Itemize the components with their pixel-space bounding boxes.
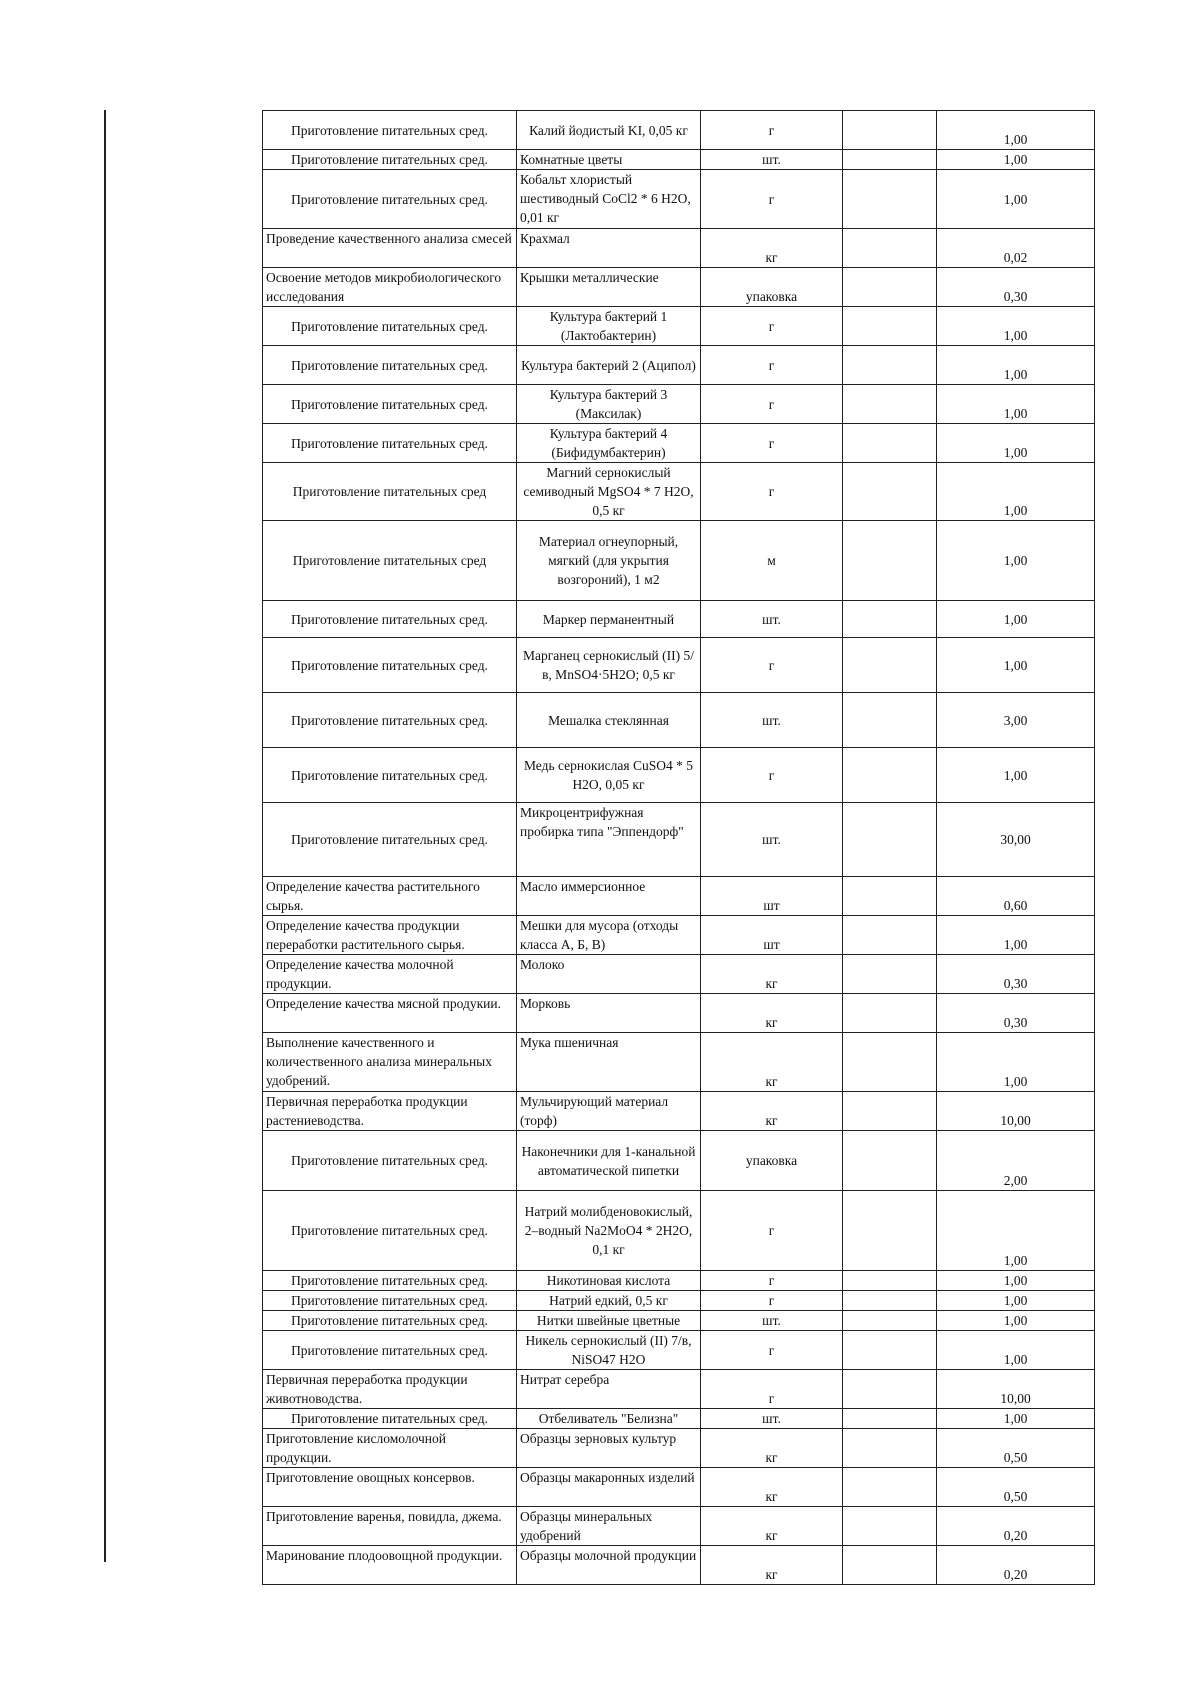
empty-cell: [843, 1429, 937, 1468]
material-cell: Образцы зерновых культур: [517, 1429, 701, 1468]
table-row: [263, 955, 1095, 994]
unit-cell: кг: [701, 955, 843, 994]
unit-cell: г: [701, 385, 843, 424]
quantity-cell: 1,00: [937, 170, 1095, 229]
empty-cell: [843, 916, 937, 955]
empty-cell: [843, 521, 937, 601]
quantity-cell: 0,50: [937, 1468, 1095, 1507]
material-cell: Образцы минеральных удобрений: [517, 1507, 701, 1546]
quantity-cell: 0,20: [937, 1546, 1095, 1585]
material-cell: Медь сернокислая CuSO4 * 5 H2O, 0,05 кг: [517, 748, 701, 803]
table-row: [263, 1311, 1095, 1331]
empty-cell: [843, 111, 937, 150]
activity-cell: Приготовление питательных сред.: [263, 638, 517, 693]
table-row: [263, 150, 1095, 170]
table-row: [263, 916, 1095, 955]
table-row: [263, 346, 1095, 385]
quantity-cell: 1,00: [937, 1291, 1095, 1311]
activity-cell: Приготовление питательных сред: [263, 463, 517, 521]
material-cell: Культура бактерий 1 (Лактобактерин): [517, 307, 701, 346]
empty-cell: [843, 463, 937, 521]
unit-cell: кг: [701, 1468, 843, 1507]
table-row: [263, 307, 1095, 346]
material-cell: Крахмал: [517, 229, 701, 268]
empty-cell: [843, 1033, 937, 1092]
quantity-cell: 2,00: [937, 1131, 1095, 1191]
empty-cell: [843, 1092, 937, 1131]
unit-cell: шт: [701, 916, 843, 955]
empty-cell: [843, 1331, 937, 1370]
activity-cell: Приготовление овощных консервов.: [263, 1468, 517, 1507]
unit-cell: шт.: [701, 1311, 843, 1331]
activity-cell: Приготовление питательных сред.: [263, 385, 517, 424]
material-cell: Морковь: [517, 994, 701, 1033]
empty-cell: [843, 170, 937, 229]
material-cell: Никель сернокислый (II) 7/в, NiSO47 H2O: [517, 1331, 701, 1370]
unit-cell: г: [701, 170, 843, 229]
material-cell: Образцы молочной продукции: [517, 1546, 701, 1585]
empty-cell: [843, 994, 937, 1033]
activity-cell: Приготовление питательных сред.: [263, 111, 517, 150]
unit-cell: шт.: [701, 1409, 843, 1429]
table-row: [263, 521, 1095, 601]
empty-cell: [843, 1507, 937, 1546]
quantity-cell: 1,00: [937, 1033, 1095, 1092]
materials-table: [262, 110, 1095, 1585]
activity-cell: Приготовление питательных сред.: [263, 1191, 517, 1271]
activity-cell: Приготовление питательных сред.: [263, 803, 517, 877]
unit-cell: кг: [701, 1429, 843, 1468]
unit-cell: г: [701, 748, 843, 803]
table-row: [263, 1191, 1095, 1271]
quantity-cell: 1,00: [937, 150, 1095, 170]
material-cell: Марганец сернокислый (II) 5/в, MnSO4·5H2O; 0,5 кг: [517, 638, 701, 693]
unit-cell: кг: [701, 1507, 843, 1546]
table-row: [263, 385, 1095, 424]
quantity-cell: 1,00: [937, 307, 1095, 346]
empty-cell: [843, 803, 937, 877]
activity-cell: Приготовление кисломолочной продукции.: [263, 1429, 517, 1468]
quantity-cell: 30,00: [937, 803, 1095, 877]
quantity-cell: 1,00: [937, 424, 1095, 463]
material-cell: Микроцентрифужная пробирка типа "Эппендорф": [517, 803, 701, 877]
quantity-cell: 0,20: [937, 1507, 1095, 1546]
activity-cell: Маринование плодоовощной продукции.: [263, 1546, 517, 1585]
quantity-cell: 1,00: [937, 1331, 1095, 1370]
table-row: [263, 1409, 1095, 1429]
quantity-cell: 3,00: [937, 693, 1095, 748]
empty-cell: [843, 955, 937, 994]
quantity-cell: 1,00: [937, 521, 1095, 601]
empty-cell: [843, 1546, 937, 1585]
unit-cell: упаковка: [701, 1131, 843, 1191]
unit-cell: г: [701, 1191, 843, 1271]
unit-cell: кг: [701, 1546, 843, 1585]
empty-cell: [843, 638, 937, 693]
unit-cell: шт: [701, 877, 843, 916]
table-row: [263, 601, 1095, 638]
table-row: [263, 1507, 1095, 1546]
unit-cell: кг: [701, 994, 843, 1033]
empty-cell: [843, 748, 937, 803]
unit-cell: шт.: [701, 601, 843, 638]
material-cell: Кобальт хлористый шестиводный CoCl2 * 6 H2O, 0,01 кг: [517, 170, 701, 229]
material-cell: Материал огнеупорный, мягкий (для укрытия возгороний), 1 м2: [517, 521, 701, 601]
unit-cell: м: [701, 521, 843, 601]
unit-cell: г: [701, 1271, 843, 1291]
activity-cell: Определение качества продукции переработки растительного сырья.: [263, 916, 517, 955]
material-cell: Калий йодистый KI, 0,05 кг: [517, 111, 701, 150]
unit-cell: упаковка: [701, 268, 843, 307]
activity-cell: Определение качества мясной продукии.: [263, 994, 517, 1033]
material-cell: Натрий едкий, 0,5 кг: [517, 1291, 701, 1311]
empty-cell: [843, 693, 937, 748]
quantity-cell: 1,00: [937, 1311, 1095, 1331]
unit-cell: г: [701, 307, 843, 346]
quantity-cell: 1,00: [937, 1271, 1095, 1291]
quantity-cell: 0,30: [937, 955, 1095, 994]
activity-cell: Приготовление питательных сред.: [263, 307, 517, 346]
activity-cell: Приготовление питательных сред.: [263, 748, 517, 803]
quantity-cell: 1,00: [937, 601, 1095, 638]
empty-cell: [843, 877, 937, 916]
material-cell: Никотиновая кислота: [517, 1271, 701, 1291]
table-row: [263, 1271, 1095, 1291]
table-row: [263, 748, 1095, 803]
materials-table-body: [263, 111, 1095, 1585]
quantity-cell: 1,00: [937, 638, 1095, 693]
activity-cell: Первичная переработка продукции животноводства.: [263, 1370, 517, 1409]
activity-cell: Приготовление питательных сред.: [263, 1331, 517, 1370]
activity-cell: Первичная переработка продукции растениеводства.: [263, 1092, 517, 1131]
activity-cell: Определение качества молочной продукции.: [263, 955, 517, 994]
quantity-cell: 1,00: [937, 111, 1095, 150]
unit-cell: кг: [701, 1092, 843, 1131]
unit-cell: шт.: [701, 150, 843, 170]
material-cell: Крышки металлические: [517, 268, 701, 307]
table-row: [263, 638, 1095, 693]
quantity-cell: 0,50: [937, 1429, 1095, 1468]
material-cell: Нитрат серебра: [517, 1370, 701, 1409]
material-cell: Масло иммерсионное: [517, 877, 701, 916]
material-cell: Мульчирующий материал (торф): [517, 1092, 701, 1131]
empty-cell: [843, 1131, 937, 1191]
unit-cell: г: [701, 1291, 843, 1311]
empty-cell: [843, 268, 937, 307]
activity-cell: Приготовление питательных сред.: [263, 170, 517, 229]
material-cell: Натрий молибденовокислый, 2–водный Na2MoO4 * 2H2O, 0,1 кг: [517, 1191, 701, 1271]
empty-cell: [843, 1191, 937, 1271]
material-cell: Мешки для мусора (отходы класса А, Б, В): [517, 916, 701, 955]
unit-cell: шт.: [701, 803, 843, 877]
quantity-cell: 0,30: [937, 994, 1095, 1033]
empty-cell: [843, 150, 937, 170]
table-row: [263, 803, 1095, 877]
quantity-cell: 1,00: [937, 346, 1095, 385]
empty-cell: [843, 601, 937, 638]
quantity-cell: 0,60: [937, 877, 1095, 916]
quantity-cell: 10,00: [937, 1370, 1095, 1409]
unit-cell: г: [701, 463, 843, 521]
activity-cell: Освоение методов микробиологического исследования: [263, 268, 517, 307]
quantity-cell: 10,00: [937, 1092, 1095, 1131]
table-row: [263, 1291, 1095, 1311]
quantity-cell: 1,00: [937, 385, 1095, 424]
unit-cell: кг: [701, 229, 843, 268]
unit-cell: г: [701, 1370, 843, 1409]
activity-cell: Определение качества растительного сырья.: [263, 877, 517, 916]
table-row: [263, 463, 1095, 521]
empty-cell: [843, 424, 937, 463]
activity-cell: Приготовление питательных сред.: [263, 424, 517, 463]
quantity-cell: 1,00: [937, 748, 1095, 803]
table-row: [263, 1092, 1095, 1131]
activity-cell: Приготовление питательных сред.: [263, 1291, 517, 1311]
material-cell: Магний сернокислый семиводный MgSO4 * 7 H2O, 0,5 кг: [517, 463, 701, 521]
unit-cell: г: [701, 346, 843, 385]
table-row: [263, 170, 1095, 229]
activity-cell: Приготовление варенья, повидла, джема.: [263, 1507, 517, 1546]
activity-cell: Приготовление питательных сред.: [263, 1271, 517, 1291]
empty-cell: [843, 1370, 937, 1409]
quantity-cell: 1,00: [937, 463, 1095, 521]
unit-cell: шт.: [701, 693, 843, 748]
material-cell: Нитки швейные цветные: [517, 1311, 701, 1331]
activity-cell: Приготовление питательных сред.: [263, 1131, 517, 1191]
empty-cell: [843, 1311, 937, 1331]
material-cell: Мука пшеничная: [517, 1033, 701, 1092]
quantity-cell: 0,02: [937, 229, 1095, 268]
unit-cell: г: [701, 1331, 843, 1370]
activity-cell: Приготовление питательных сред.: [263, 150, 517, 170]
table-row: [263, 1033, 1095, 1092]
material-cell: Наконечники для 1-канальной автоматической пипетки: [517, 1131, 701, 1191]
material-cell: Культура бактерий 2 (Аципол): [517, 346, 701, 385]
unit-cell: кг: [701, 1033, 843, 1092]
quantity-cell: 1,00: [937, 1409, 1095, 1429]
empty-cell: [843, 229, 937, 268]
table-row: [263, 1370, 1095, 1409]
unit-cell: г: [701, 111, 843, 150]
quantity-cell: 1,00: [937, 916, 1095, 955]
table-row: [263, 268, 1095, 307]
table-row: [263, 877, 1095, 916]
activity-cell: Приготовление питательных сред.: [263, 601, 517, 638]
material-cell: Культура бактерий 4 (Бифидумбактерин): [517, 424, 701, 463]
material-cell: Комнатные цветы: [517, 150, 701, 170]
table-row: [263, 229, 1095, 268]
empty-cell: [843, 1468, 937, 1507]
material-cell: Маркер перманентный: [517, 601, 701, 638]
empty-cell: [843, 1271, 937, 1291]
activity-cell: Приготовление питательных сред.: [263, 1409, 517, 1429]
empty-cell: [843, 385, 937, 424]
table-row: [263, 111, 1095, 150]
table-row: [263, 1131, 1095, 1191]
material-cell: Образцы макаронных изделий: [517, 1468, 701, 1507]
material-cell: Молоко: [517, 955, 701, 994]
activity-cell: Приготовление питательных сред.: [263, 693, 517, 748]
material-cell: Отбеливатель "Белизна": [517, 1409, 701, 1429]
activity-cell: Выполнение качественного и количественного анализа минеральных удобрений.: [263, 1033, 517, 1092]
activity-cell: Приготовление питательных сред: [263, 521, 517, 601]
quantity-cell: 1,00: [937, 1191, 1095, 1271]
table-row: [263, 1546, 1095, 1585]
page-margin-line: [104, 110, 106, 1562]
table-row: [263, 1468, 1095, 1507]
table-row: [263, 424, 1095, 463]
table-row: [263, 1429, 1095, 1468]
empty-cell: [843, 1291, 937, 1311]
empty-cell: [843, 346, 937, 385]
activity-cell: Приготовление питательных сред.: [263, 346, 517, 385]
activity-cell: Проведение качественного анализа смесей: [263, 229, 517, 268]
material-cell: Культура бактерий 3 (Максилак): [517, 385, 701, 424]
unit-cell: г: [701, 424, 843, 463]
table-row: [263, 1331, 1095, 1370]
empty-cell: [843, 1409, 937, 1429]
material-cell: Мешалка стеклянная: [517, 693, 701, 748]
table-row: [263, 693, 1095, 748]
activity-cell: Приготовление питательных сред.: [263, 1311, 517, 1331]
empty-cell: [843, 307, 937, 346]
table-row: [263, 994, 1095, 1033]
unit-cell: г: [701, 638, 843, 693]
quantity-cell: 0,30: [937, 268, 1095, 307]
